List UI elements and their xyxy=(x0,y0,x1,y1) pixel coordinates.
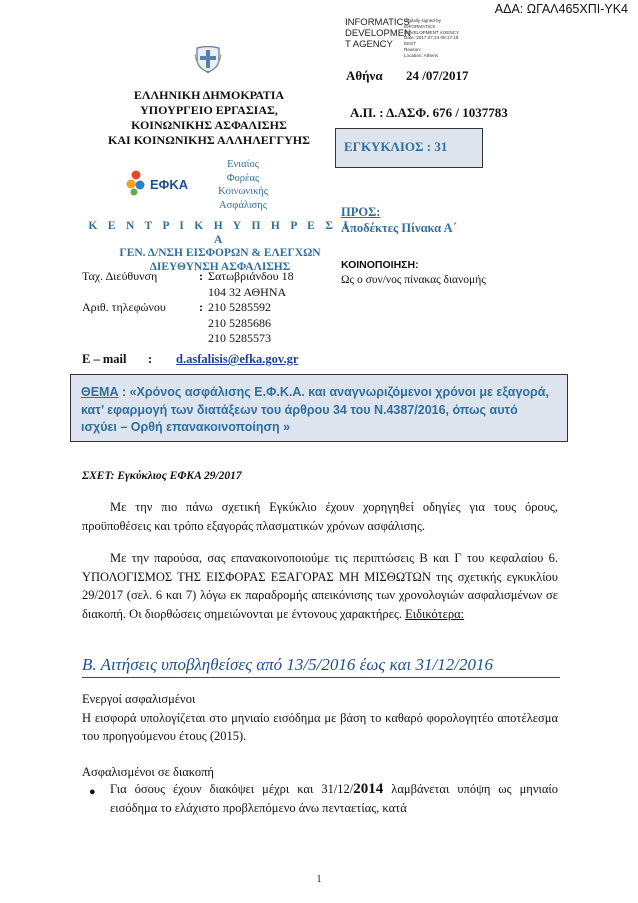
signature-detail-line: DEVELOPMENT AGENCY xyxy=(404,29,460,35)
paragraph-1 xyxy=(82,498,558,535)
bullet-year: 2014 xyxy=(353,781,384,797)
efka-name-line: Φορέας xyxy=(226,172,260,184)
address-line-1: Σατωβριάνδου 18 xyxy=(208,269,294,283)
efka-logo xyxy=(125,168,207,198)
bullet-text-start: Για όσους έχουν διακόψει μέχρι και 31/12/ xyxy=(110,782,354,796)
subject-box xyxy=(70,374,568,442)
interrupted-insured-label: Ασφαλισμένοι σε διακοπή xyxy=(82,765,214,779)
signature-name-line: INFORMATICS xyxy=(345,17,410,28)
protocol-number: Α.Π. : Δ.ΑΣΦ. 676 / 1037783 xyxy=(350,105,508,120)
email-link[interactable]: d.asfalisis@efka.gov.gr xyxy=(176,352,299,366)
efka-logo-text: ΕΦΚΑ xyxy=(150,177,189,192)
paragraph-2 xyxy=(82,549,558,623)
circular-number-box xyxy=(335,128,483,168)
place: Αθήνα xyxy=(346,68,383,83)
greek-emblem-icon xyxy=(194,44,222,74)
section-title: Β. Αιτήσεις υποβληθείσες από 13/5/2016 έως και 31/12/2016 xyxy=(82,655,560,678)
phone-number: 210 5285592 xyxy=(208,300,271,314)
notification-value: Ως ο συν/νος πίνακας διανομής xyxy=(341,274,486,286)
email-colon: : xyxy=(148,352,153,366)
signature-detail-line: Digitally signed by xyxy=(404,18,442,23)
signature-detail-line: INFORMATICS xyxy=(404,23,436,29)
email-row xyxy=(82,352,299,367)
central-service-block xyxy=(85,220,355,274)
signature-detail-line: Date: 2017.07.24 08:17:19 xyxy=(404,35,459,41)
address-colon: : xyxy=(199,269,203,283)
document-date: 24 /07/2017 xyxy=(406,68,469,83)
bullet-item xyxy=(110,780,558,817)
phone-number: 210 5285686 xyxy=(208,315,271,330)
directorate: ΔΙΕΥΘΥΝΣΗ ΑΣΦΑΛΙΣΗΣ xyxy=(149,260,291,273)
notification-label: ΚΟΙΝΟΠΟΙΗΣΗ: xyxy=(341,259,419,271)
ministry-header xyxy=(70,88,348,148)
ministry-line: ΚΟΙΝΩΝΙΚΗΣ ΑΣΦΑΛΙΣΗΣ xyxy=(131,118,287,132)
signature-name-line: DEVELOPMEN xyxy=(345,28,411,39)
active-insured-text: Η εισφορά υπολογίζεται στο μηνιαίο εισόδημα με βάση το καθαρό φορολογητέο αποτέλεσμα του προηγούμενου έτους (2015). xyxy=(82,710,558,743)
signature-detail-line: EEST xyxy=(404,41,416,47)
signature-detail-line: Location: Athens xyxy=(404,52,438,58)
address-line-2: 104 32 ΑΘΗΝΑ xyxy=(208,284,287,299)
efka-name-line: Ασφάλισης xyxy=(219,199,267,211)
ministry-line: ΚΑΙ ΚΟΙΝΩΝΙΚΗΣ ΑΛΛΗΛΕΓΓΥΗΣ xyxy=(108,133,310,147)
signature-details xyxy=(404,18,476,59)
efka-name-line: Ενιαίος xyxy=(227,159,259,170)
active-insured-label: Ενεργοί ασφαλισμένοι xyxy=(82,692,196,706)
efka-name-line: Κοινωνικής xyxy=(218,186,268,197)
signature-name-line: T AGENCY xyxy=(345,39,393,50)
paragraph-2-link: Ειδικότερα: xyxy=(405,606,465,621)
ministry-line: ΕΛΛΗΝΙΚΗ ΔΗΜΟΚΡΑΤΙΑ xyxy=(133,88,285,102)
phone-number: 210 5285573 xyxy=(208,331,271,345)
signature-detail-line: Reason: xyxy=(404,46,422,52)
address-label: Ταχ. Διεύθυνση xyxy=(82,269,158,283)
central-service-title: Κ Ε Ν Τ Ρ Ι Κ Η Υ Π Η Ρ Ε Σ Ι Α xyxy=(88,220,352,246)
paragraph-2-text: Με την παρούσα, σας επανακοινοποιούμε τις περιπτώσεις Β και Γ του κεφαλαίου 6. ΥΠΟΛΟΓΙΣΜΟΣ ΤΗΣ ΕΙΣΦΟΡΑΣ ΕΞΑΓΟΡΑΣ ΜΗ ΜΙΣΘΩΤΩΝ της σχετικής εγκυκλίου 29/2017 (σελ. 6 και 7) λόγω εκ παραδρομής απεικόνισης των χρονολογιών ασφαλισμένων σε διακοπή. Οι διορθώσεις σημειώνονται με έντονους χαρακτήρες. xyxy=(82,551,558,621)
page-number: 1 xyxy=(316,874,322,885)
recipients-label: ΠΡΟΣ: xyxy=(341,205,381,219)
ministry-line: ΥΠΟΥΡΓΕΙΟ ΕΡΓΑΣΙΑΣ, xyxy=(140,103,278,117)
recipients-value: Αποδέκτες Πίνακα Α΄ xyxy=(341,221,457,235)
related-reference: ΣΧΕΤ: Εγκύκλιος ΕΦΚΑ 29/2017 xyxy=(82,470,242,482)
circular-number: ΕΓΚΥΚΛΙΟΣ : 31 xyxy=(344,139,448,154)
general-directorate: ΓΕΝ. Δ/ΝΣΗ ΕΙΣΦΟΡΩΝ & ΕΛΕΓΧΩΝ xyxy=(119,247,321,259)
phone-label: Αριθ. τηλεφώνου xyxy=(82,300,166,314)
phone-colon: : xyxy=(199,300,203,314)
paragraph-1-text: Με την πιο πάνω σχετική Εγκύκλιο έχουν χορηγηθεί οδηγίες για τους όρους, προϋποθέσεις και τρόπο εξαγοράς πλασματικών χρόνων ασφάλισης. xyxy=(82,500,558,533)
subject-text: : «Χρόνος ασφάλισης Ε.Φ.Κ.Α. και αναγνωριζόμενοι χρόνοι με εξαγορά, κατ’ εφαρμογή των διατάξεων του άρθρου 34 του Ν.4387/2016, όπως αυτό ισχύει – Ορθή επανακοινοποίηση » xyxy=(81,385,549,434)
efka-full-name xyxy=(210,158,276,212)
bullet-text-end: λαμβάνεται υπόψη ως μηνιαίο εισόδημα το ελάχιστο προβλεπόμενο άνω πενταετίας, κατά xyxy=(110,782,558,815)
subject-label: ΘΕΜΑ xyxy=(81,385,119,399)
email-label: E – mail xyxy=(82,352,127,366)
date-line xyxy=(346,68,469,84)
ada-code: ΑΔΑ: ΩΓΑΛ465ΧΠΙ-ΥΚ4 xyxy=(494,2,628,16)
bullet-icon: ● xyxy=(89,786,96,798)
active-insured-block xyxy=(82,690,558,746)
